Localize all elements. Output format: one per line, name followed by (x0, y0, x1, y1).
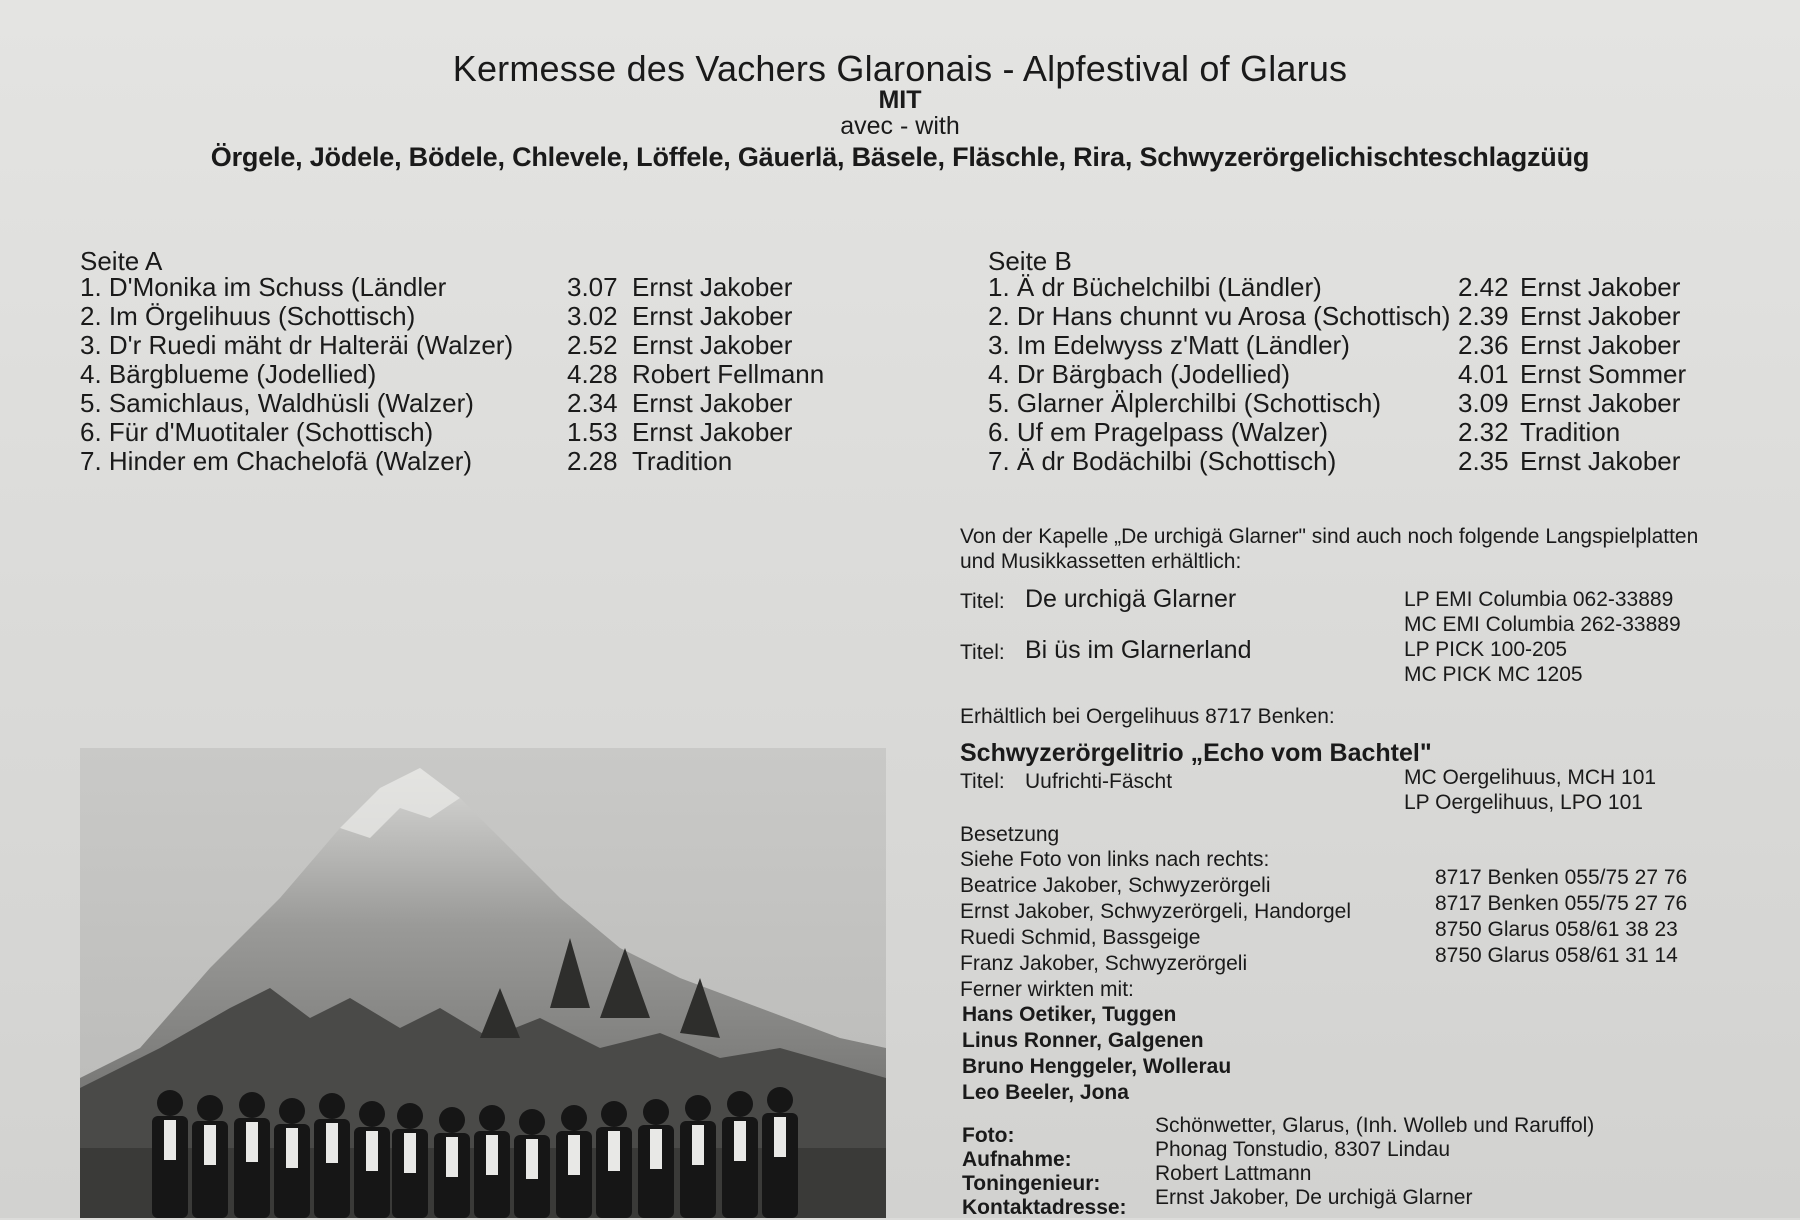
track-title: 2. Dr Hans chunnt vu Arosa (Schottisch) (988, 301, 1451, 331)
credit-value: Ernst Jakober, De urchigä Glarner (1155, 1186, 1473, 1209)
track-title: 5. Samichlaus, Waldhüsli (Walzer) (80, 388, 474, 418)
record-1-code-lp: LP EMI Columbia 062-33889 (1404, 588, 1674, 611)
track-duration: 3.09 (1458, 388, 1509, 418)
credit-label: Aufnahme: (962, 1148, 1072, 1171)
credit-value: Phonag Tonstudio, 8307 Lindau (1155, 1138, 1451, 1161)
guest-name: Bruno Henggeler, Wollerau (962, 1055, 1232, 1078)
track-composer: Ernst Jakober (1520, 272, 1681, 302)
member-contact: 8750 Glarus 058/61 31 14 (1435, 944, 1678, 967)
track-composer: Ernst Jakober (1520, 388, 1681, 418)
track-duration: 2.28 (567, 446, 618, 476)
record-2-code-lp: LP PICK 100-205 (1404, 638, 1568, 661)
credit-label: Kontaktadresse: (962, 1196, 1127, 1219)
track-title: 7. Hinder em Chachelofä (Walzer) (80, 446, 473, 476)
track-duration: 4.01 (1458, 359, 1509, 389)
track-composer: Ernst Sommer (1520, 359, 1687, 389)
member-name: Ernst Jakober, Schwyzerörgeli, Handorgel (960, 900, 1352, 923)
track-composer: Ernst Jakober (632, 272, 793, 302)
besetzung-heading: Besetzung (960, 823, 1060, 846)
trio-code-mc: MC Oergelihuus, MCH 101 (1404, 766, 1657, 789)
mit-label: MIT (878, 86, 922, 114)
track-title: 6. Uf em Pragelpass (Walzer) (988, 417, 1329, 447)
member-name: Franz Jakober, Schwyzerörgeli (960, 952, 1248, 975)
track-title: 1. Ä dr Büchelchilbi (Ländler) (988, 272, 1322, 302)
instrument-list: Örgele, Jödele, Bödele, Chlevele, Löffele, Gäuerlä, Bäsele, Fläschle, Rira, Schwyzerörgelichischteschlagzüüg (210, 142, 1590, 172)
records-intro-line2: und Musikkassetten erhältlich: (960, 550, 1242, 573)
track-title: 4. Bärgblueme (Jodellied) (80, 359, 377, 389)
track-duration: 3.02 (567, 301, 618, 331)
member-contact: 8717 Benken 055/75 27 76 (1435, 892, 1688, 915)
track-title: 2. Im Örgelihuus (Schottisch) (80, 301, 416, 331)
track-duration: 2.35 (1458, 446, 1509, 476)
guest-name: Leo Beeler, Jona (962, 1081, 1129, 1104)
member-name: Beatrice Jakober, Schwyzerörgeli (960, 874, 1271, 897)
record-2-title: Bi üs im Glarnerland (1025, 636, 1252, 664)
track-composer: Ernst Jakober (1520, 446, 1681, 476)
trio-title: Uufrichti-Fäscht (1025, 770, 1173, 793)
track-title: 3. D'r Ruedi mäht dr Halteräi (Walzer) (80, 330, 514, 360)
record-1-title: De urchigä Glarner (1025, 585, 1237, 613)
track-composer: Tradition (632, 446, 733, 476)
trio-title-label: Titel: (960, 770, 1005, 793)
track-composer: Ernst Jakober (1520, 330, 1681, 360)
trio-name: Schwyzerörgelitrio „Echo vom Bachtel" (960, 739, 1432, 767)
credit-label: Toningenieur: (962, 1172, 1101, 1195)
mountain-photo-illustration (80, 748, 886, 1218)
credit-value: Robert Lattmann (1155, 1162, 1312, 1185)
track-duration: 2.34 (567, 388, 618, 418)
track-composer: Ernst Jakober (1520, 301, 1681, 331)
track-composer: Ernst Jakober (632, 417, 793, 447)
track-duration: 3.07 (567, 272, 618, 302)
track-title: 6. Für d'Muotitaler (Schottisch) (80, 417, 434, 447)
track-duration: 4.28 (567, 359, 618, 389)
track-duration: 2.52 (567, 330, 618, 360)
available-line: Erhältlich bei Oergelihuus 8717 Benken: (960, 705, 1335, 728)
album-title: Kermesse des Vachers Glaronais - Alpfestival of Glarus (452, 48, 1348, 89)
side-b-label: Seite B (988, 246, 1072, 276)
track-duration: 2.42 (1458, 272, 1509, 302)
track-title: 5. Glarner Älplerchilbi (Schottisch) (988, 388, 1382, 418)
records-intro-line1: Von der Kapelle „De urchigä Glarner" sind auch noch folgende Langspielplatten (960, 525, 1699, 548)
side-a-label: Seite A (80, 246, 163, 276)
member-contact: 8750 Glarus 058/61 38 23 (1435, 918, 1678, 941)
record-1-code-mc: MC EMI Columbia 262-33889 (1404, 613, 1681, 636)
guest-name: Linus Ronner, Galgenen (962, 1029, 1204, 1052)
track-composer: Ernst Jakober (632, 388, 793, 418)
besetzung-note: Siehe Foto von links nach rechts: (960, 848, 1270, 871)
avec-with-label: avec - with (840, 112, 960, 140)
track-duration: 1.53 (567, 417, 618, 447)
record-1-label: Titel: (960, 590, 1005, 613)
track-composer: Ernst Jakober (632, 301, 793, 331)
track-title: 3. Im Edelwyss z'Matt (Ländler) (988, 330, 1350, 360)
member-name: Ruedi Schmid, Bassgeige (960, 926, 1201, 949)
track-duration: 2.32 (1458, 417, 1509, 447)
track-composer: Ernst Jakober (632, 330, 793, 360)
track-duration: 2.36 (1458, 330, 1509, 360)
track-title: 4. Dr Bärgbach (Jodellied) (988, 359, 1291, 389)
trio-code-lp: LP Oergelihuus, LPO 101 (1404, 791, 1643, 814)
track-duration: 2.39 (1458, 301, 1509, 331)
credit-value: Schönwetter, Glarus, (Inh. Wolleb und Raruffol) (1155, 1114, 1595, 1137)
record-2-label: Titel: (960, 641, 1005, 664)
track-title: 1. D'Monika im Schuss (Ländler (80, 272, 447, 302)
member-contact: 8717 Benken 055/75 27 76 (1435, 866, 1688, 889)
credit-label: Foto: (962, 1124, 1015, 1147)
band-photo (80, 748, 886, 1218)
ferner-label: Ferner wirkten mit: (960, 978, 1134, 1001)
record-2-code-mc: MC PICK MC 1205 (1404, 663, 1583, 686)
guest-name: Hans Oetiker, Tuggen (962, 1003, 1177, 1026)
track-title: 7. Ä dr Bodächilbi (Schottisch) (988, 446, 1337, 476)
track-composer: Tradition (1520, 417, 1621, 447)
track-composer: Robert Fellmann (632, 359, 825, 389)
